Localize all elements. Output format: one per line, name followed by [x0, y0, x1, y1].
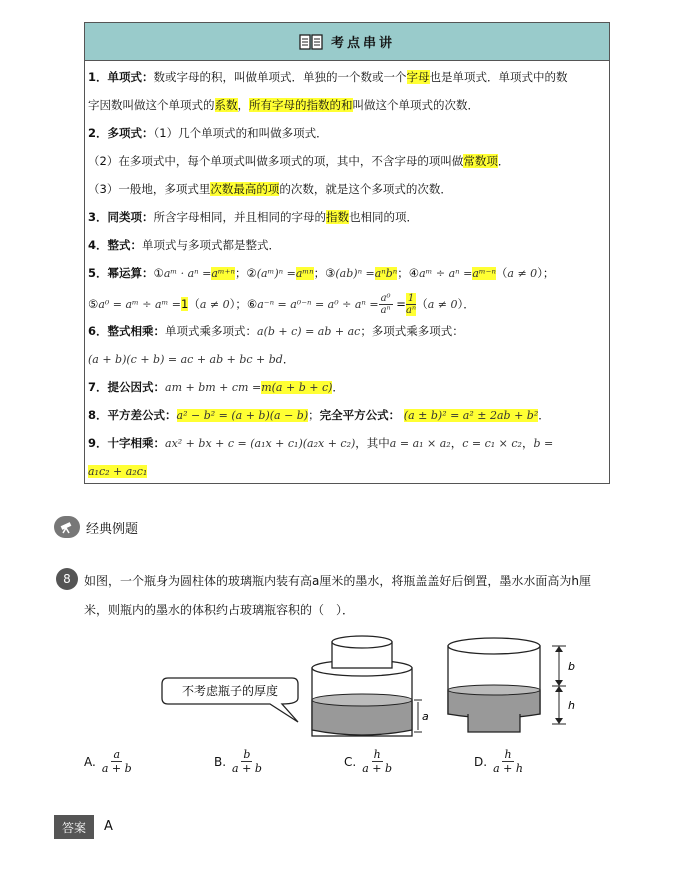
line-text: ．: [332, 380, 344, 394]
fraction-numerator: 1: [407, 293, 415, 304]
option-a-numerator: a: [113, 748, 120, 761]
line-text: ⑤: [88, 297, 99, 311]
line-text: 单项式与多项式都是整式．: [142, 238, 281, 252]
term-heading: 2．多项式：: [88, 126, 154, 140]
option-d-numerator: h: [504, 748, 512, 761]
knowledge-box: [84, 22, 610, 484]
term-heading: 8．平方差公式：: [88, 408, 177, 422]
knowledge-line: [88, 125, 328, 141]
callout-bubble: [162, 678, 298, 722]
inverted-bottle: [448, 638, 575, 732]
option-d-denominator: a + h: [493, 762, 523, 775]
fraction: [406, 293, 416, 316]
callout-text: 不考虑瓶子的厚度: [181, 684, 279, 698]
line-text: ，: [237, 98, 249, 112]
telescope-icon: [54, 516, 80, 538]
math-expression: (aᵐ)ⁿ =: [256, 267, 296, 280]
math-expression: a = a₁ × a₂: [389, 437, 451, 450]
option-d[interactable]: [474, 748, 523, 775]
math-expression: (a + b)(c + b) = ac + ab + bc + bd: [88, 353, 283, 366]
fraction-denominator: aⁿ: [380, 305, 391, 316]
line-text: （: [416, 297, 428, 311]
label-b: b: [568, 660, 575, 673]
line-text: 单项式乘多项式：: [165, 324, 258, 338]
term-heading: 完全平方公式：: [319, 408, 401, 422]
line-text: 1: [181, 297, 189, 311]
option-d-letter: D.: [474, 754, 488, 769]
knowledge-line: [88, 97, 479, 113]
knowledge-line: [88, 181, 452, 197]
line-text: ；: [308, 408, 320, 422]
math-expression: (a ± b)² = a² ± 2ab + b²: [403, 409, 539, 422]
line-text: ）；⑥: [229, 297, 258, 311]
math-expression: aᵐ ÷ aⁿ =: [419, 267, 473, 280]
section-header: [54, 516, 138, 538]
option-a[interactable]: [84, 748, 132, 775]
option-c[interactable]: [344, 748, 392, 775]
line-text: ，其中: [355, 436, 390, 450]
line-text: ．: [538, 408, 550, 422]
option-b-letter: B.: [214, 754, 227, 769]
math-expression: a ≠ 0: [427, 298, 458, 311]
question-number: 8: [56, 568, 78, 590]
line-text: ）．: [457, 297, 475, 311]
math-expression: m(a + b + c): [261, 381, 333, 394]
bottle-figure: [150, 628, 600, 738]
term-heading: 6．整式相乘：: [88, 324, 166, 338]
knowledge-line: [88, 69, 568, 85]
math-expression: ax² + bx + c = (a₁x + c₁)(a₂x + c₂): [165, 437, 356, 450]
line-text: （2）在多项式中，每个单项式叫做多项式的项，其中，不含字母的项叫做: [88, 154, 464, 168]
label-a: a: [422, 710, 429, 723]
line-text: ．: [497, 154, 510, 168]
math-expression: aⁿbⁿ: [374, 267, 398, 280]
knowledge-line: [88, 379, 344, 396]
line-text: 常数项: [463, 154, 498, 168]
line-text: （1）几个单项式的和叫做多项式．: [153, 126, 328, 140]
line-text: 所含字母相同，并且相同的字母的: [153, 210, 327, 224]
line-text: ；④: [397, 266, 420, 280]
line-text: 数或字母的积，叫做单项式．单独的一个数或一个: [153, 70, 407, 84]
math-expression: (ab)ⁿ =: [335, 267, 375, 280]
question-text-line-2: 米，则瓶内的墨水的体积约占玻璃瓶容积的（ ）．: [84, 603, 355, 617]
term-heading: 1．单项式：: [88, 70, 154, 84]
option-a-denominator: a + b: [101, 762, 132, 775]
math-expression: a₁c₂ + a₂c₁: [88, 465, 148, 478]
term-heading: 4．整式：: [88, 238, 143, 252]
line-text: 的次数，就是这个多项式的次数．: [279, 182, 452, 196]
line-text: （: [188, 297, 200, 311]
knowledge-line: [88, 435, 553, 452]
line-text: ）；: [537, 266, 555, 280]
knowledge-line: [88, 153, 509, 169]
option-a-letter: A.: [84, 754, 96, 769]
section-title: 经典例题: [86, 521, 139, 537]
term-heading: 9．十字相乘：: [88, 436, 166, 450]
line-text: （: [495, 266, 508, 280]
line-text: 也是单项式．单项式中的数: [429, 70, 568, 84]
option-b-numerator: b: [243, 748, 251, 761]
math-expression: b =: [533, 437, 554, 450]
option-c-denominator: a + b: [362, 762, 393, 775]
line-text: =: [392, 297, 406, 311]
line-text: ①: [153, 266, 164, 280]
knowledge-box-title: 考点串讲: [330, 36, 395, 51]
option-b-denominator: a + b: [232, 762, 262, 775]
line-text: ；③: [313, 266, 336, 280]
book-icon: [299, 33, 323, 51]
knowledge-line: [88, 351, 294, 368]
option-c-numerator: h: [373, 748, 381, 761]
fraction-denominator: aⁿ: [406, 305, 417, 316]
math-expression: a⁰ = aᵐ ÷ aᵐ =: [98, 298, 182, 311]
math-expression: a(b + c) = ab + ac: [257, 325, 361, 338]
math-expression: aᵐⁿ: [295, 267, 314, 280]
fraction-numerator: a⁰: [380, 293, 391, 304]
answer-value: A: [104, 819, 113, 834]
knowledge-box-header: [85, 23, 609, 61]
line-text: （3）一般地，多项式里: [88, 182, 211, 196]
line-text: 次数最高的项: [210, 182, 280, 196]
term-heading: 3．同类项：: [88, 210, 154, 224]
term-heading: 5．幂运算：: [88, 266, 154, 280]
line-text: ．: [282, 352, 295, 366]
line-text: ；②: [234, 266, 257, 280]
line-text: 叫做这个单项式的次数．: [352, 98, 479, 112]
option-b[interactable]: [214, 748, 262, 775]
knowledge-line: [88, 293, 475, 316]
line-text: ；多项式乘多项式：: [360, 324, 464, 338]
line-text: 字母: [406, 70, 430, 84]
term-heading: 7．提公因式：: [88, 380, 166, 394]
line-text: 字因数叫做这个单项式的: [88, 98, 215, 112]
knowledge-line: [88, 265, 554, 282]
knowledge-line: [88, 209, 418, 225]
math-expression: aᵐ⁺ⁿ: [211, 267, 235, 280]
question-text-line-1: 如图，一个瓶身为圆柱体的玻璃瓶内装有高a厘米的墨水，将瓶盖盖好后倒置，墨水水面高为h厘: [84, 574, 591, 588]
line-text: 指数: [326, 210, 350, 224]
math-expression: a² − b² = (a + b)(a − b): [176, 409, 309, 422]
knowledge-line: [88, 323, 464, 340]
line-text: 所有字母的指数的和: [249, 98, 353, 112]
line-text: 系数: [214, 98, 238, 112]
knowledge-line: [88, 463, 147, 480]
math-expression: a⁻ⁿ = a⁰⁻ⁿ = a⁰ ÷ aⁿ =: [257, 298, 379, 311]
line-text: 也相同的项．: [349, 210, 419, 224]
math-expression: am + bm + cm =: [165, 381, 262, 394]
fraction: [379, 293, 393, 316]
label-h: h: [568, 699, 575, 712]
math-expression: a ≠ 0: [199, 298, 230, 311]
knowledge-line: [88, 237, 280, 253]
math-expression: aᵐ · aⁿ =: [163, 267, 212, 280]
answer-tag[interactable]: 答案: [54, 815, 94, 839]
knowledge-line: [88, 407, 550, 424]
math-expression: a ≠ 0: [507, 267, 538, 280]
upright-bottle: [312, 636, 429, 736]
line-text: ，: [450, 436, 463, 450]
math-expression: c = c₁ × c₂: [462, 437, 522, 450]
math-expression: aᵐ⁻ⁿ: [472, 267, 496, 280]
line-text: ，: [521, 436, 534, 450]
option-c-letter: C.: [344, 754, 357, 769]
